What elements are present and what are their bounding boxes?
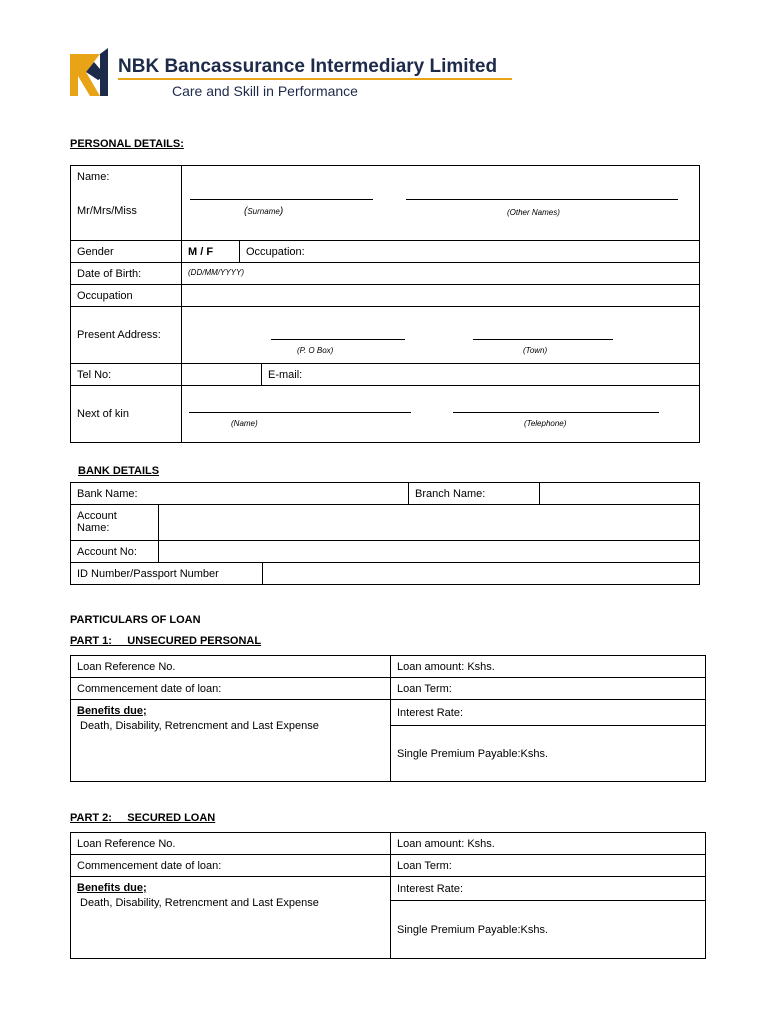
part1-title: PART 1: UNSECURED PERSONAL: [70, 635, 262, 647]
occupation-inline-label[interactable]: Occupation:: [240, 241, 700, 263]
part1-premium-label[interactable]: Single Premium Payable:Kshs.: [391, 726, 706, 782]
bank-details-table: [70, 482, 700, 585]
name-label: Name:: [77, 171, 110, 183]
surname-hint: (Surname): [244, 206, 284, 217]
gender-value[interactable]: M / F: [182, 241, 240, 263]
title-label: Mr/Mrs/Miss: [77, 205, 137, 217]
dob-label: Date of Birth:: [71, 263, 182, 285]
account-name-label: Account Name:: [71, 505, 159, 541]
part2-benefits-label: Benefits due;: [77, 882, 147, 894]
part1-interest-label[interactable]: Interest Rate:: [391, 700, 706, 726]
part1-benefits-cell: [71, 700, 391, 782]
other-names-line: [406, 199, 678, 200]
part1-term-label[interactable]: Loan Term:: [391, 678, 706, 700]
kin-tel-hint: (Telephone): [524, 419, 567, 428]
kin-field[interactable]: [182, 386, 700, 443]
part2-title: PART 2: SECURED LOAN: [70, 812, 216, 824]
bank-details-title: BANK DETAILS: [78, 465, 160, 477]
address-field[interactable]: [182, 307, 700, 364]
email-label[interactable]: E-mail:: [262, 364, 700, 386]
kin-label: Next of kin: [71, 386, 182, 443]
part1-table: [70, 655, 706, 782]
loan-particulars-title: PARTICULARS OF LOAN: [70, 614, 201, 626]
branch-name-field[interactable]: [540, 483, 700, 505]
id-label: ID Number/Passport Number: [71, 563, 263, 585]
part2-amount-label[interactable]: Loan amount: Kshs.: [391, 833, 706, 855]
branch-name-label: Branch Name:: [409, 483, 540, 505]
surname-line: [190, 199, 373, 200]
part2-term-label[interactable]: Loan Term:: [391, 855, 706, 877]
kin-tel-line: [453, 412, 659, 413]
part2-commencement-label[interactable]: Commencement date of loan:: [71, 855, 391, 877]
dob-field[interactable]: [182, 263, 700, 285]
company-tagline: Care and Skill in Performance: [172, 83, 358, 99]
part1-amount-label[interactable]: Loan amount: Kshs.: [391, 656, 706, 678]
part1-commencement-label[interactable]: Commencement date of loan:: [71, 678, 391, 700]
personal-details-title: PERSONAL DETAILS:: [70, 138, 184, 150]
pobox-hint: (P. O Box): [297, 346, 334, 355]
part1-benefits-text: Death, Disability, Retrencment and Last Expense: [80, 720, 319, 732]
part1-ref-label[interactable]: Loan Reference No.: [71, 656, 391, 678]
pobox-line: [271, 339, 405, 340]
part2-premium-label[interactable]: Single Premium Payable:Kshs.: [391, 901, 706, 959]
part2-benefits-text: Death, Disability, Retrencment and Last Expense: [80, 897, 319, 909]
kin-name-line: [189, 412, 411, 413]
personal-details-table: [70, 165, 700, 443]
part1-benefits-label: Benefits due;: [77, 705, 147, 717]
name-label-cell: [71, 166, 182, 241]
part2-table: [70, 832, 706, 959]
bank-name-label[interactable]: Bank Name:: [71, 483, 409, 505]
account-no-field[interactable]: [159, 541, 700, 563]
town-line: [473, 339, 613, 340]
header-rule: [118, 78, 512, 80]
occupation-field[interactable]: [182, 285, 700, 307]
part2-interest-label[interactable]: Interest Rate:: [391, 877, 706, 901]
kin-name-hint: (Name): [231, 419, 258, 428]
account-name-field[interactable]: [159, 505, 700, 541]
part2-ref-label[interactable]: Loan Reference No.: [71, 833, 391, 855]
dob-hint: (DD/MM/YYYY): [188, 268, 244, 277]
name-field[interactable]: [182, 166, 700, 241]
other-names-hint: (Other Names): [507, 208, 560, 217]
company-name: NBK Bancassurance Intermediary Limited: [118, 56, 498, 77]
id-field[interactable]: [263, 563, 700, 585]
gender-label: Gender: [71, 241, 182, 263]
tel-field[interactable]: [182, 364, 262, 386]
address-label: Present Address:: [71, 307, 182, 364]
tel-label: Tel No:: [71, 364, 182, 386]
occupation-label: Occupation: [71, 285, 182, 307]
part2-benefits-cell: [71, 877, 391, 959]
town-hint: (Town): [523, 346, 548, 355]
account-no-label: Account No:: [71, 541, 159, 563]
nbk-logo-icon: [70, 46, 114, 98]
